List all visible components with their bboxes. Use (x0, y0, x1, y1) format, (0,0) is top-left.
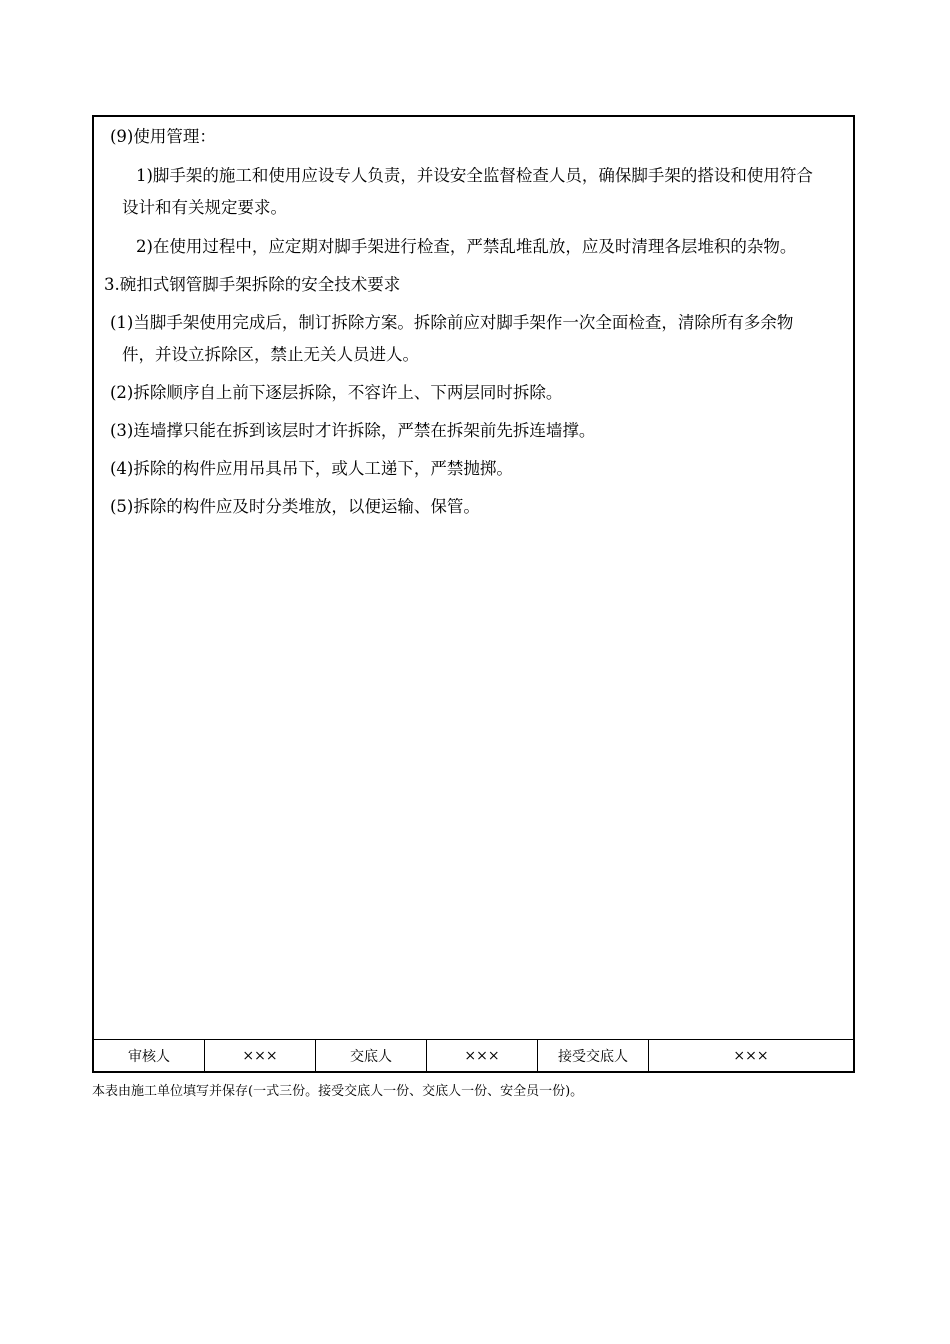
paragraph-line: 件，并设立拆除区，禁止无关人员进人。 (122, 345, 419, 364)
section-heading-dismantle: 3.碗扣式钢管脚手架拆除的安全技术要求 (104, 275, 401, 294)
paragraph-line: (2)拆除顺序自上前下逐层拆除，不容许上、下两层同时拆除。 (110, 383, 563, 402)
paragraph-line: 1)脚手架的施工和使用应设专人负责，并设安全监督检查人员，确保脚手架的搭设和使用符合 (136, 166, 813, 185)
paragraph-line: (1)当脚手架使用完成后，制订拆除方案。拆除前应对脚手架作一次全面检查，清除所有多余物 (110, 313, 794, 332)
receiver-label: 接受交底人 (538, 1040, 649, 1072)
paragraph-line: (3)连墙撑只能在拆到该层时才许拆除，严禁在拆架前先拆连墙撑。 (110, 421, 596, 440)
reviewer-value: ××× (205, 1040, 316, 1072)
form-content (94, 117, 853, 1039)
paragraph-line: (4)拆除的构件应用吊具吊下，或人工递下，严禁抛掷。 (110, 459, 513, 478)
receiver-value: ××× (733, 1048, 769, 1064)
reviewer-label: 审核人 (94, 1040, 205, 1072)
presenter-value: ××× (427, 1040, 538, 1072)
disclosure-form-table (92, 115, 855, 1073)
paragraph-line: 设计和有关规定要求。 (122, 198, 287, 217)
form-footnote: 本表由施工单位填写并保存(一式三份。接受交底人一份、交底人一份、安全员一份)。 (92, 1084, 584, 1099)
presenter-label: 交底人 (316, 1040, 427, 1072)
signature-row (94, 1039, 853, 1072)
section-heading-usage: (9)使用管理： (110, 127, 216, 146)
paragraph-line: (5)拆除的构件应及时分类堆放，以便运输、保管。 (110, 497, 480, 516)
paragraph-line: 2)在使用过程中，应定期对脚手架进行检查，严禁乱堆乱放，应及时清理各层堆积的杂物。 (136, 237, 797, 256)
